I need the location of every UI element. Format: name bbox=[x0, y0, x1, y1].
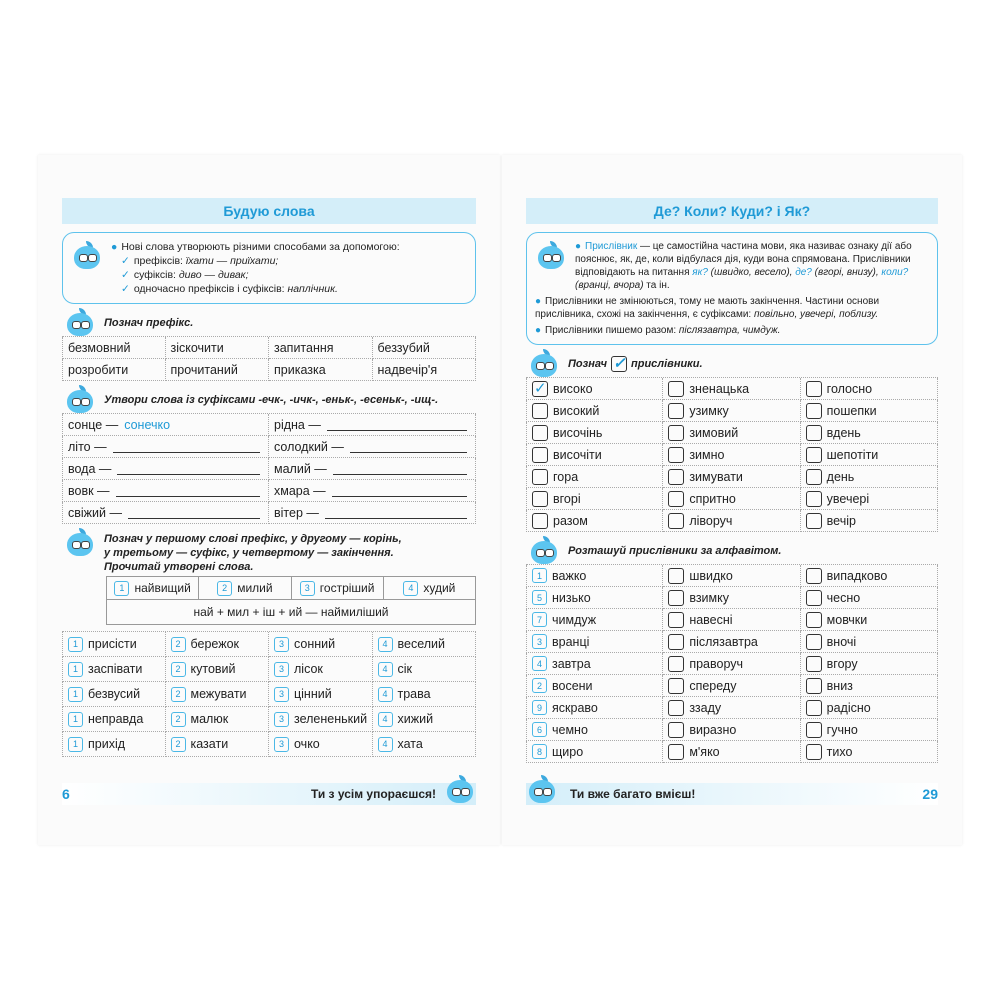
number-box[interactable] bbox=[668, 700, 684, 716]
alphabet-item[interactable] bbox=[526, 587, 663, 609]
adverb-word: яскраво bbox=[552, 700, 598, 715]
number-box[interactable] bbox=[806, 700, 822, 716]
page-number: 6 bbox=[62, 786, 70, 802]
adverb-word: швидко bbox=[689, 568, 733, 583]
adverb-word: післязавтра bbox=[689, 634, 758, 649]
word-cell[interactable]: хата bbox=[397, 737, 423, 751]
number-badge: 1 bbox=[68, 737, 83, 752]
word-cell[interactable]: малюк bbox=[190, 712, 229, 726]
answer-line[interactable] bbox=[117, 463, 260, 475]
task-title: Утвори слова із суфіксами -ечк-, -ичк-, -еньк-, -есеньк-, -ищ-. bbox=[104, 394, 439, 406]
adverb-item[interactable] bbox=[526, 378, 663, 400]
adverb-word: радісно bbox=[826, 700, 871, 715]
alphabet-item[interactable] bbox=[801, 675, 938, 697]
number-badge: 3 bbox=[300, 581, 315, 596]
bullet-icon: ● bbox=[575, 241, 582, 252]
adverb-word: вгорі bbox=[553, 491, 581, 506]
number-box[interactable] bbox=[668, 590, 684, 606]
alphabet-item[interactable] bbox=[801, 631, 938, 653]
word-cell[interactable]: цінний bbox=[294, 687, 332, 701]
checkbox[interactable] bbox=[668, 381, 684, 397]
adverb-word: пошепки bbox=[826, 403, 877, 418]
adverb-word: тихо bbox=[826, 744, 853, 759]
task-title: Розташуй прислівники за алфавітом. bbox=[568, 545, 782, 557]
adverb-item[interactable] bbox=[526, 510, 663, 532]
number-badge[interactable]: 3 bbox=[532, 634, 547, 649]
number-badge: 2 bbox=[171, 737, 186, 752]
adverb-grid bbox=[526, 377, 938, 532]
question: де? bbox=[795, 267, 812, 278]
number-box[interactable] bbox=[668, 568, 684, 584]
answer-line[interactable] bbox=[350, 441, 467, 453]
footer-text: Ти вже багато вмієш! bbox=[570, 787, 696, 801]
adverb-word: зненацька bbox=[689, 381, 750, 396]
adverb-word: праворуч bbox=[689, 656, 744, 671]
check-icon: ✓ bbox=[121, 283, 130, 295]
task-title: Прочитай утворені слова. bbox=[104, 561, 254, 573]
adverb-word: ззаду bbox=[689, 700, 722, 715]
adverb-word: спритно bbox=[689, 491, 736, 506]
word-cell[interactable]: розробити bbox=[62, 359, 166, 381]
number-badge: 4 bbox=[403, 581, 418, 596]
info-text: та ін. bbox=[643, 280, 670, 291]
example: післязавтра, чимдуж. bbox=[678, 325, 781, 336]
adverb-word: зимно bbox=[689, 447, 725, 462]
adverb-item[interactable] bbox=[526, 444, 663, 466]
task-heading bbox=[62, 387, 476, 413]
adverb-item[interactable] bbox=[801, 510, 938, 532]
number-badge: 4 bbox=[378, 737, 393, 752]
alphabet-item[interactable] bbox=[663, 719, 800, 741]
alphabet-item[interactable] bbox=[801, 653, 938, 675]
word-cell[interactable]: запитання bbox=[269, 337, 373, 359]
example-word: милий bbox=[237, 581, 273, 595]
number-badge: 1 bbox=[68, 662, 83, 677]
number-box[interactable] bbox=[806, 744, 822, 760]
answer-line[interactable] bbox=[116, 485, 260, 497]
number-badge: 4 bbox=[378, 687, 393, 702]
number-badge: 1 bbox=[114, 581, 129, 596]
page-number: 29 bbox=[922, 786, 938, 802]
adverb-word: височінь bbox=[553, 425, 603, 440]
number-box[interactable] bbox=[668, 722, 684, 738]
adverb-word: разом bbox=[553, 513, 588, 528]
task-heading bbox=[526, 351, 938, 377]
bullet-icon: ● bbox=[535, 325, 542, 336]
number-badge[interactable]: 6 bbox=[532, 722, 547, 737]
word-cell[interactable]: приказка bbox=[269, 359, 373, 381]
adverb-item[interactable] bbox=[801, 378, 938, 400]
adverb-item[interactable] bbox=[663, 378, 800, 400]
bullet-icon: ● bbox=[111, 241, 118, 253]
number-badge: 3 bbox=[274, 637, 289, 652]
adverb-item[interactable] bbox=[801, 400, 938, 422]
checkbox[interactable] bbox=[668, 403, 684, 419]
word-cell[interactable]: лісок bbox=[294, 662, 323, 676]
checkbox-icon bbox=[611, 356, 627, 372]
answer-line[interactable] bbox=[325, 507, 467, 519]
checkbox[interactable] bbox=[806, 425, 822, 441]
adverb-word: мовчки bbox=[826, 612, 868, 627]
alphabet-item[interactable] bbox=[801, 719, 938, 741]
word-cell[interactable]: кутовий bbox=[190, 662, 236, 676]
mascot-icon bbox=[64, 528, 96, 558]
alphabet-item[interactable] bbox=[526, 653, 663, 675]
term: Прислівник bbox=[585, 241, 638, 252]
number-badge: 1 bbox=[68, 687, 83, 702]
word-cell[interactable]: надвечір'я bbox=[373, 359, 477, 381]
example: (вгорі, внизу), bbox=[811, 267, 882, 278]
checkbox[interactable] bbox=[668, 425, 684, 441]
check-icon: ✓ bbox=[121, 269, 130, 281]
alphabet-item[interactable] bbox=[663, 565, 800, 587]
adverb-item[interactable] bbox=[526, 466, 663, 488]
number-box[interactable] bbox=[806, 634, 822, 650]
alphabet-item[interactable] bbox=[663, 697, 800, 719]
adverb-word: восени bbox=[552, 678, 593, 693]
mascot-icon bbox=[71, 241, 103, 271]
adverb-item[interactable] bbox=[801, 444, 938, 466]
adverb-item[interactable] bbox=[801, 422, 938, 444]
page-title: Де? Коли? Куди? і Як? bbox=[526, 198, 938, 224]
alphabet-item[interactable] bbox=[663, 631, 800, 653]
info-item-example: їхати — приїхати; bbox=[185, 255, 279, 267]
checkbox[interactable] bbox=[532, 381, 548, 397]
number-badge[interactable]: 9 bbox=[532, 700, 547, 715]
prefix-words-grid bbox=[62, 336, 476, 381]
number-badge[interactable]: 7 bbox=[532, 612, 547, 627]
adverb-word: щиро bbox=[552, 744, 584, 759]
example-word: найвищий bbox=[134, 581, 191, 595]
info-text: Прислівники пишемо разом: bbox=[545, 325, 679, 336]
example-word: худий bbox=[423, 581, 456, 595]
word-cell[interactable]: заспівати bbox=[88, 662, 143, 676]
word-label: хмара — bbox=[274, 483, 326, 498]
page-title: Будую слова bbox=[62, 198, 476, 224]
answer-line[interactable] bbox=[332, 485, 467, 497]
task-title: прислівники. bbox=[631, 358, 703, 370]
checkbox[interactable] bbox=[668, 447, 684, 463]
number-box[interactable] bbox=[806, 722, 822, 738]
word-label: рідна — bbox=[274, 417, 321, 432]
word-cell[interactable]: бережок bbox=[190, 637, 240, 651]
adverb-word: вниз bbox=[826, 678, 853, 693]
mascot-icon bbox=[528, 536, 560, 566]
mascot-icon bbox=[535, 241, 567, 271]
word-cell[interactable]: очко bbox=[294, 737, 320, 751]
adverb-word: важко bbox=[552, 568, 587, 583]
page-footer bbox=[62, 783, 476, 805]
word-label: літо — bbox=[68, 439, 107, 454]
info-item-label: одночасно префіксів і суфіксів: bbox=[133, 283, 288, 295]
adverb-word: низько bbox=[552, 590, 591, 605]
number-box[interactable] bbox=[668, 634, 684, 650]
number-badge: 4 bbox=[378, 712, 393, 727]
word-label: сонце — bbox=[68, 417, 119, 432]
word-cell[interactable]: безмовний bbox=[62, 337, 166, 359]
number-box[interactable] bbox=[668, 612, 684, 628]
page-footer bbox=[526, 783, 938, 805]
number-badge: 2 bbox=[171, 687, 186, 702]
number-box[interactable] bbox=[806, 590, 822, 606]
checkbox[interactable] bbox=[532, 425, 548, 441]
alphabet-item[interactable] bbox=[526, 719, 663, 741]
mascot-icon bbox=[528, 349, 560, 379]
adverb-word: вдень bbox=[826, 425, 861, 440]
adverb-word: зимовий bbox=[689, 425, 739, 440]
number-box[interactable] bbox=[668, 744, 684, 760]
word-label: солодкий — bbox=[274, 439, 344, 454]
left-page bbox=[38, 155, 500, 845]
alphabet-item[interactable] bbox=[663, 653, 800, 675]
number-badge: 3 bbox=[274, 687, 289, 702]
alphabet-item[interactable] bbox=[663, 675, 800, 697]
checkbox[interactable] bbox=[668, 469, 684, 485]
number-box[interactable] bbox=[806, 678, 822, 694]
adverb-word: голосно bbox=[826, 381, 873, 396]
task-heading bbox=[62, 310, 476, 336]
checkbox[interactable] bbox=[532, 491, 548, 507]
example: (вранці, вчора) bbox=[575, 280, 644, 291]
task-title: Познач префікс. bbox=[104, 317, 194, 329]
word-label: свіжий — bbox=[68, 505, 122, 520]
example-word: гостріший bbox=[319, 581, 375, 595]
number-badge: 3 bbox=[274, 662, 289, 677]
adverb-word: чемно bbox=[552, 722, 588, 737]
adverb-word: зимувати bbox=[689, 469, 743, 484]
alphabet-item[interactable] bbox=[526, 741, 663, 763]
number-badge: 1 bbox=[68, 712, 83, 727]
checkbox[interactable] bbox=[532, 469, 548, 485]
adverb-word: вгору bbox=[826, 656, 858, 671]
number-badge: 2 bbox=[217, 581, 232, 596]
mascot-icon bbox=[526, 775, 558, 805]
adverb-word: узимку bbox=[689, 403, 729, 418]
checkbox[interactable] bbox=[668, 513, 684, 529]
question: коли? bbox=[881, 267, 909, 278]
alphabet-item[interactable] bbox=[801, 741, 938, 763]
example: повільно, увечері, поблизу. bbox=[753, 309, 879, 320]
alphabet-item[interactable] bbox=[801, 565, 938, 587]
answer-line[interactable] bbox=[128, 507, 260, 519]
alphabet-item[interactable] bbox=[663, 741, 800, 763]
checkbox[interactable] bbox=[806, 447, 822, 463]
checkbox[interactable] bbox=[806, 403, 822, 419]
adverb-item[interactable] bbox=[663, 488, 800, 510]
adverb-word: гора bbox=[553, 469, 579, 484]
word-cell[interactable]: неправда bbox=[88, 712, 144, 726]
adverb-item[interactable] bbox=[663, 422, 800, 444]
checkbox[interactable] bbox=[806, 381, 822, 397]
adverb-word: височіти bbox=[553, 447, 602, 462]
word-cell[interactable]: казати bbox=[190, 737, 229, 751]
alphabet-grid bbox=[526, 564, 938, 763]
word-cell[interactable]: сік bbox=[397, 662, 412, 676]
checkbox[interactable] bbox=[806, 513, 822, 529]
number-badge[interactable]: 1 bbox=[532, 568, 547, 583]
footer-text: Ти з усім упораєшся! bbox=[310, 787, 436, 801]
number-badge[interactable]: 5 bbox=[532, 590, 547, 605]
adverb-item[interactable] bbox=[663, 510, 800, 532]
alphabet-item[interactable] bbox=[663, 587, 800, 609]
adverb-item[interactable] bbox=[801, 466, 938, 488]
answer-line[interactable] bbox=[333, 463, 467, 475]
example-result: най + мил + іш + ий — наймиліший bbox=[193, 605, 389, 619]
word-cell[interactable]: прихід bbox=[88, 737, 126, 751]
info-intro: Нові слова утворюють різними способами за допомогою: bbox=[121, 241, 400, 253]
check-icon: ✓ bbox=[121, 255, 130, 267]
info-box bbox=[62, 232, 476, 304]
number-badge[interactable]: 2 bbox=[532, 678, 547, 693]
adverb-item[interactable] bbox=[526, 422, 663, 444]
adverb-word: шепотіти bbox=[826, 447, 879, 462]
adverb-item[interactable] bbox=[526, 488, 663, 510]
morpheme-grid bbox=[62, 631, 476, 757]
adverb-item[interactable] bbox=[663, 444, 800, 466]
alphabet-item[interactable] bbox=[526, 609, 663, 631]
alphabet-item[interactable] bbox=[526, 565, 663, 587]
mascot-icon bbox=[444, 775, 476, 805]
word-label: вовк — bbox=[68, 483, 110, 498]
word-cell[interactable]: безвусий bbox=[88, 687, 141, 701]
question: як? bbox=[692, 267, 708, 278]
suffix-grid bbox=[62, 413, 476, 524]
adverb-word: вечір bbox=[826, 513, 856, 528]
number-box[interactable] bbox=[668, 678, 684, 694]
word-cell[interactable]: зелененький bbox=[294, 712, 368, 726]
alphabet-item[interactable] bbox=[801, 697, 938, 719]
number-box[interactable] bbox=[668, 656, 684, 672]
number-badge: 2 bbox=[171, 662, 186, 677]
adverb-item[interactable] bbox=[526, 400, 663, 422]
adverb-word: м'яко bbox=[689, 744, 720, 759]
number-box[interactable] bbox=[806, 656, 822, 672]
checkbox[interactable] bbox=[668, 491, 684, 507]
adverb-word: ліворуч bbox=[689, 513, 733, 528]
info-item-label: суфіксів: bbox=[133, 269, 179, 281]
adverb-word: завтра bbox=[552, 656, 591, 671]
mascot-icon bbox=[64, 308, 96, 338]
number-badge: 1 bbox=[68, 637, 83, 652]
number-box[interactable] bbox=[806, 568, 822, 584]
answer-text: сонечко bbox=[124, 417, 171, 432]
adverb-item[interactable] bbox=[801, 488, 938, 510]
suffix-row-left bbox=[62, 414, 269, 436]
task-title: у третьому — суфікс, у четвертому — закінчення. bbox=[104, 547, 394, 559]
info-text: Прислівники не змінюються, тому не мають закінчення. Частини основи прислівника, схожі на закінчення, є суфіксами: bbox=[535, 296, 880, 320]
alphabet-item[interactable] bbox=[526, 697, 663, 719]
bullet-icon: ● bbox=[535, 296, 542, 307]
adverb-word: чесно bbox=[826, 590, 861, 605]
number-badge[interactable]: 4 bbox=[532, 656, 547, 671]
number-badge[interactable]: 8 bbox=[532, 744, 547, 759]
number-badge: 2 bbox=[171, 637, 186, 652]
word-cell[interactable]: присісти bbox=[88, 637, 137, 651]
adverb-word: день bbox=[826, 469, 855, 484]
right-page bbox=[502, 155, 962, 845]
adverb-word: гучно bbox=[826, 722, 858, 737]
number-badge: 3 bbox=[274, 737, 289, 752]
number-badge: 3 bbox=[274, 712, 289, 727]
number-badge: 4 bbox=[378, 662, 393, 677]
info-box bbox=[526, 232, 938, 345]
mascot-icon bbox=[64, 385, 96, 415]
alphabet-item[interactable] bbox=[801, 609, 938, 631]
checkbox[interactable] bbox=[532, 403, 548, 419]
adverb-word: виразно bbox=[689, 722, 737, 737]
number-badge: 2 bbox=[171, 712, 186, 727]
example-box bbox=[106, 576, 476, 625]
adverb-item[interactable] bbox=[663, 400, 800, 422]
checkbox[interactable] bbox=[806, 491, 822, 507]
example: (швидко, весело), bbox=[707, 267, 796, 278]
word-cell[interactable]: межувати bbox=[190, 687, 247, 701]
info-item-example: диво — дивак; bbox=[178, 269, 249, 281]
adverb-word: увечері bbox=[826, 491, 870, 506]
task-heading bbox=[62, 530, 476, 576]
adverb-word: навесні bbox=[689, 612, 733, 627]
alphabet-item[interactable] bbox=[526, 675, 663, 697]
adverb-item[interactable] bbox=[663, 466, 800, 488]
word-cell[interactable]: прочитаний bbox=[166, 359, 270, 381]
adverb-word: випадково bbox=[826, 568, 888, 583]
alphabet-item[interactable] bbox=[663, 609, 800, 631]
adverb-word: вночі bbox=[826, 634, 857, 649]
word-cell[interactable]: сонний bbox=[294, 637, 336, 651]
word-cell[interactable]: веселий bbox=[397, 637, 445, 651]
task-title: Познач у першому слові префікс, у другому — корінь, bbox=[104, 533, 402, 545]
word-cell[interactable]: хижий bbox=[397, 712, 434, 726]
adverb-word: вранці bbox=[552, 634, 590, 649]
info-item-example: наплічник. bbox=[287, 283, 338, 295]
info-text: — це самостійна частина мови, яка називає ознаку дії або пояснює, як, де, коли відбулася дія, куди вона спрямована. Прислівники відповідають на питання bbox=[575, 241, 912, 278]
adverb-word: чимдуж bbox=[552, 612, 597, 627]
checkbox[interactable] bbox=[532, 513, 548, 529]
adverb-word: спереду bbox=[689, 678, 737, 693]
word-cell[interactable]: трава bbox=[397, 687, 431, 701]
word-label: малий — bbox=[274, 461, 327, 476]
adverb-word: високий bbox=[553, 403, 600, 418]
task-heading bbox=[526, 538, 938, 564]
word-cell[interactable]: зіскочити bbox=[166, 337, 270, 359]
adverb-word: високо bbox=[553, 381, 593, 396]
number-badge: 4 bbox=[378, 637, 393, 652]
word-label: вода — bbox=[68, 461, 112, 476]
checkbox[interactable] bbox=[806, 469, 822, 485]
word-label: вітер — bbox=[274, 505, 319, 520]
answer-line[interactable] bbox=[113, 441, 260, 453]
checkbox[interactable] bbox=[532, 447, 548, 463]
answer-line[interactable] bbox=[327, 419, 467, 431]
adverb-word: взимку bbox=[689, 590, 729, 605]
alphabet-item[interactable] bbox=[526, 631, 663, 653]
task-title: Познач bbox=[568, 358, 607, 370]
alphabet-item[interactable] bbox=[801, 587, 938, 609]
info-item-label: префіксів: bbox=[133, 255, 186, 267]
number-box[interactable] bbox=[806, 612, 822, 628]
word-cell[interactable]: беззубий bbox=[373, 337, 477, 359]
